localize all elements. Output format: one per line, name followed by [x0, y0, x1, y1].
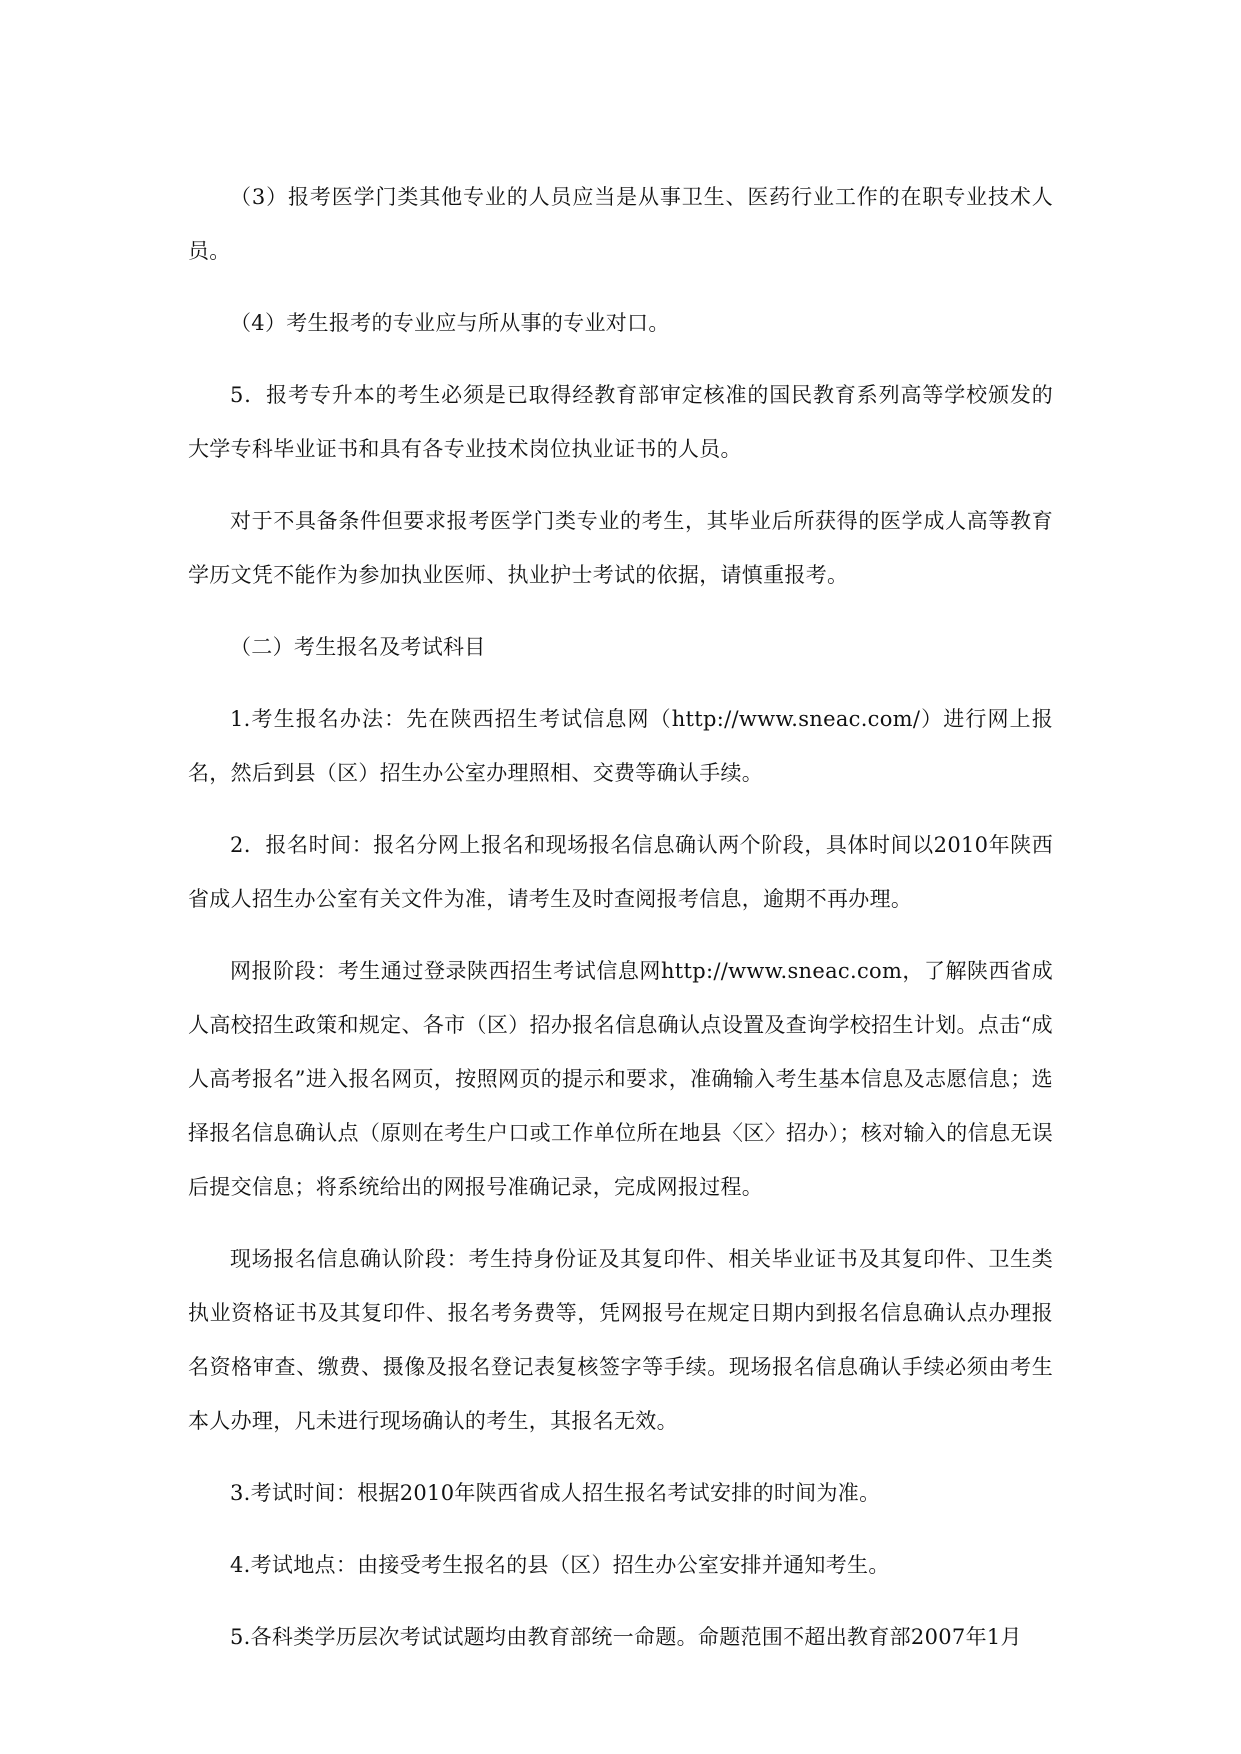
paragraph-exam-questions: 5.各科类学历层次考试试题均由教育部统一命题。命题范围不超出教育部2007年1月 [230, 1625, 1022, 1649]
paragraph-major-match: （4）考生报考的专业应与所从事的专业对口。 [230, 311, 670, 335]
paragraph-exam-location: 4.考试地点：由接受考生报名的县（区）招生办公室安排并通知考生。 [230, 1553, 890, 1577]
paragraph-online-stage: 网报阶段：考生通过登录陕西招生考试信息网http://www.sneac.com，了解陕西省成人高校招生政策和规定、各市（区）招办报名信息确认点设置及查询学校招生计划。点击“成人高考报名”进入报名网页，按照网页的提示和要求，准确输入考生基本信息及志愿信息；选择报名信息确认点（原则在考生户口或工作单位所在地县〈区〉招办）；核对输入的信息无误后提交信息；将系统给出的网报号准确记录，完成网报过程。 [188, 959, 1053, 1199]
paragraph-exam-time: 3.考试时间：根据2010年陕西省成人招生报名考试安排的时间为准。 [230, 1481, 881, 1505]
paragraph-registration-time: 2．报名时间：报名分网上报名和现场报名信息确认两个阶段，具体时间以2010年陕西省成人招生办公室有关文件为准，请考生及时查阅报考信息，逾期不再办理。 [188, 833, 1053, 911]
paragraph-medical-other-majors: （3）报考医学门类其他专业的人员应当是从事卫生、医药行业工作的在职专业技术人员。 [188, 185, 1053, 263]
paragraph-registration-method: 1.考生报名办法：先在陕西招生考试信息网（http://www.sneac.com/）进行网上报名，然后到县（区）招生办公室办理照相、交费等确认手续。 [188, 707, 1053, 785]
paragraph-upgrade-requirements: 5．报考专升本的考生必须是已取得经教育部审定核准的国民教育系列高等学校颁发的大学专科毕业证书和具有各专业技术岗位执业证书的人员。 [188, 383, 1053, 461]
document-page [188, 170, 1053, 1682]
section-heading-registration: （二）考生报名及考试科目 [230, 635, 486, 659]
paragraph-medical-warning: 对于不具备条件但要求报考医学门类专业的考生，其毕业后所获得的医学成人高等教育学历文凭不能作为参加执业医师、执业护士考试的依据，请慎重报考。 [188, 509, 1053, 587]
paragraph-onsite-stage: 现场报名信息确认阶段：考生持身份证及其复印件、相关毕业证书及其复印件、卫生类执业资格证书及其复印件、报名考务费等，凭网报号在规定日期内到报名信息确认点办理报名资格审查、缴费、摄像及报名登记表复核签字等手续。现场报名信息确认手续必须由考生本人办理，凡未进行现场确认的考生，其报名无效。 [188, 1247, 1053, 1433]
